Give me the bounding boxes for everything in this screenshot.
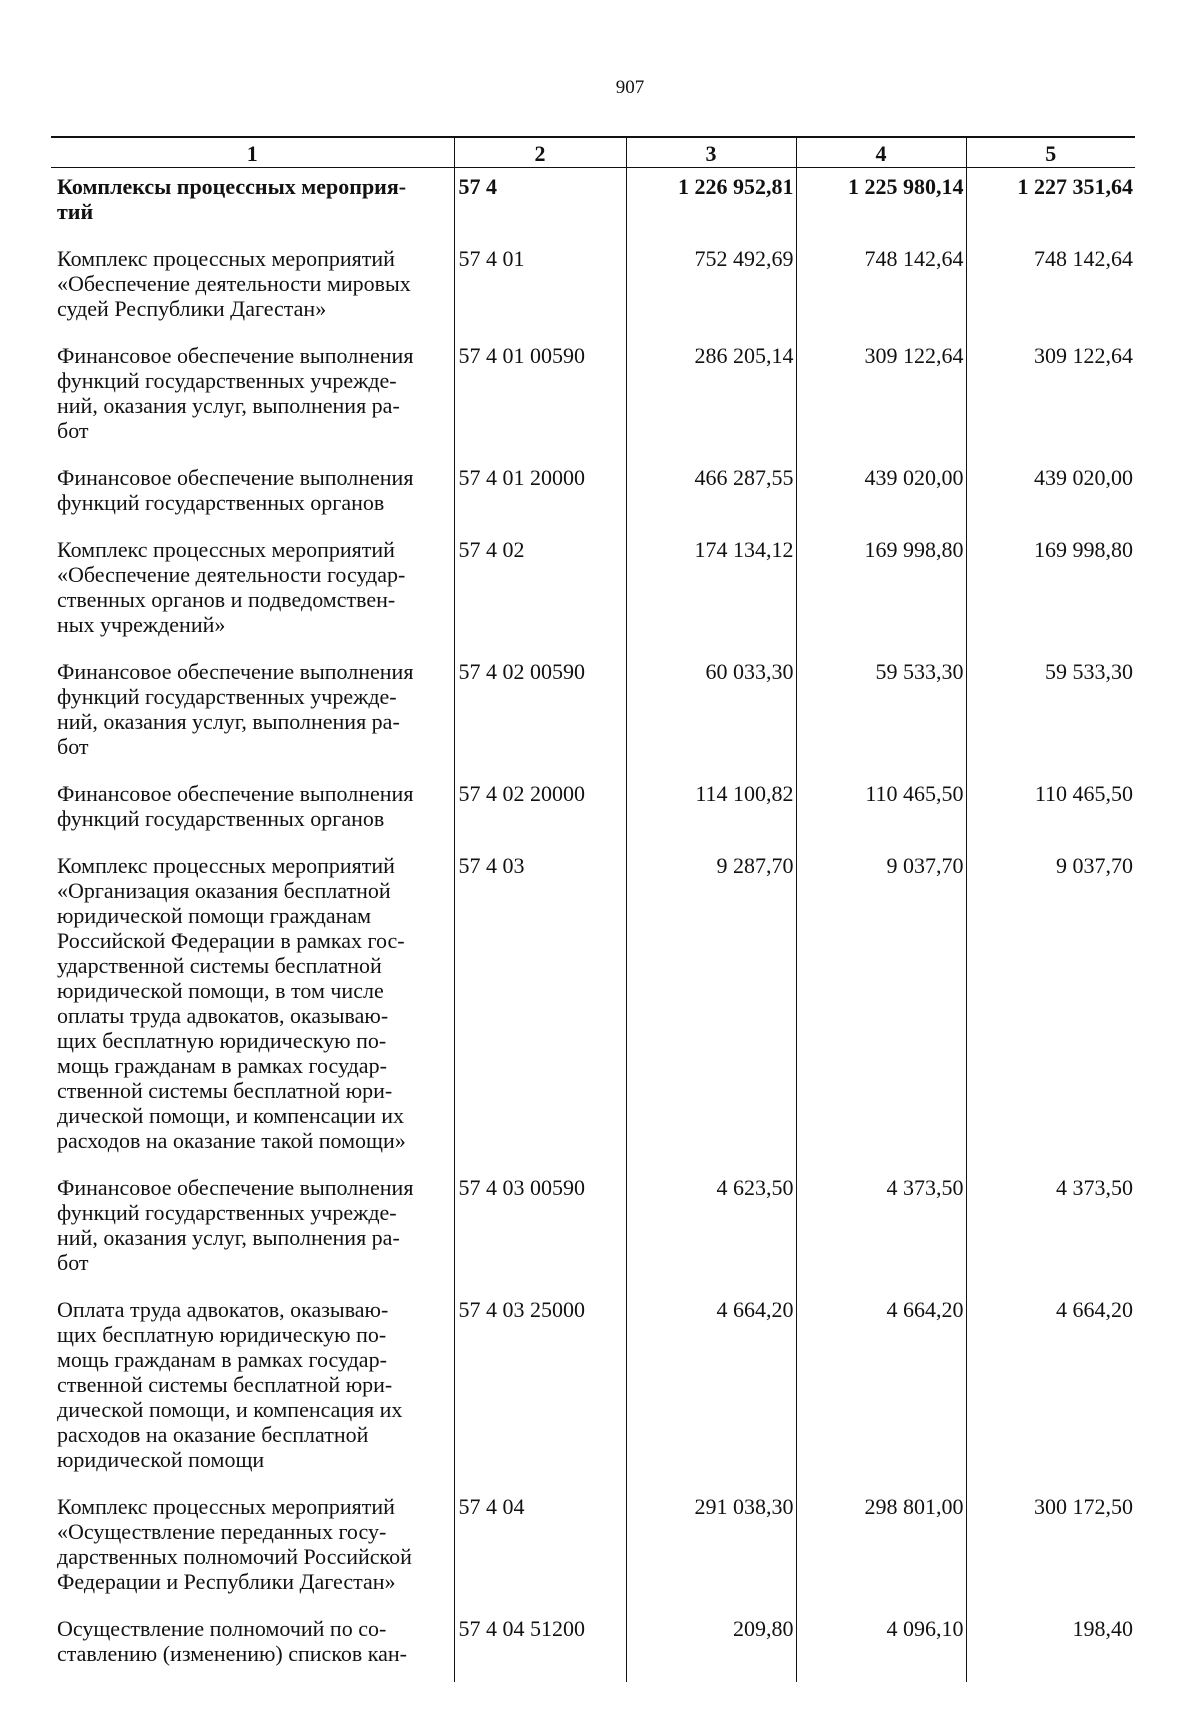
- row-name-cell: Финансовое обеспечение выполнения функций государственных учрежде- ний, оказания услуг, выполнения ра- бот: [57, 343, 414, 443]
- budget-table: [51, 136, 1135, 1682]
- column-header-5: 5: [966, 137, 1135, 168]
- row-name-cell: Финансовое обеспечение выполнения функций государственных органов: [57, 465, 414, 515]
- row-value-col4-cell: 298 801,00: [796, 1488, 966, 1610]
- row-code-cell: 57 4 02 00590: [454, 653, 626, 775]
- table-row: [51, 1488, 1135, 1610]
- row-value-col4-cell: 110 465,50: [796, 775, 966, 847]
- row-value-col4-cell: 4 664,20: [796, 1291, 966, 1488]
- row-value-col5-cell: 198,40: [966, 1610, 1135, 1682]
- row-value-col5-cell: 59 533,30: [966, 653, 1135, 775]
- row-value-col5-cell: 1 227 351,64: [966, 168, 1135, 241]
- column-header-3: 3: [626, 137, 796, 168]
- column-header-1: 1: [51, 137, 454, 168]
- row-value-col5-cell: 309 122,64: [966, 337, 1135, 459]
- page-number: 907: [615, 77, 645, 98]
- row-value-col3-cell: 1 226 952,81: [626, 168, 796, 241]
- table-row: [51, 168, 1135, 241]
- row-value-col4-cell: 59 533,30: [796, 653, 966, 775]
- row-value-col3-cell: 60 033,30: [626, 653, 796, 775]
- row-code-cell: 57 4 02 20000: [454, 775, 626, 847]
- row-code-cell: 57 4 01: [454, 240, 626, 337]
- row-value-col4-cell: 1 225 980,14: [796, 168, 966, 241]
- budget-table-container: [51, 136, 1135, 1682]
- row-value-col5-cell: 9 037,70: [966, 847, 1135, 1169]
- table-row: [51, 337, 1135, 459]
- row-value-col4-cell: 309 122,64: [796, 337, 966, 459]
- row-name-cell: Осуществление полномочий по со- ставлению (изменению) списков кан-: [57, 1616, 408, 1666]
- row-value-col5-cell: 4 664,20: [966, 1291, 1135, 1488]
- row-code-cell: 57 4 03 25000: [454, 1291, 626, 1488]
- row-code-cell: 57 4 02: [454, 531, 626, 653]
- row-value-col3-cell: 9 287,70: [626, 847, 796, 1169]
- row-code-cell: 57 4: [454, 168, 626, 241]
- row-value-col3-cell: 114 100,82: [626, 775, 796, 847]
- table-row: [51, 459, 1135, 531]
- row-value-col5-cell: 4 373,50: [966, 1169, 1135, 1291]
- row-code-cell: 57 4 03 00590: [454, 1169, 626, 1291]
- row-value-col4-cell: 439 020,00: [796, 459, 966, 531]
- table-row: [51, 240, 1135, 337]
- row-code-cell: 57 4 01 20000: [454, 459, 626, 531]
- row-value-col4-cell: 4 373,50: [796, 1169, 966, 1291]
- row-value-col4-cell: 9 037,70: [796, 847, 966, 1169]
- row-name-cell: Оплата труда адвокатов, оказываю- щих бесплатную юридическую по- мощь гражданам в рамках государ- ственной системы бесплатной юри- дической помощи, и компенсация их расходов на оказание бесплатной юридической помощи: [57, 1297, 403, 1472]
- row-value-col5-cell: 169 998,80: [966, 531, 1135, 653]
- table-body: [51, 168, 1135, 1683]
- row-value-col4-cell: 748 142,64: [796, 240, 966, 337]
- column-header-4: 4: [796, 137, 966, 168]
- row-name-cell: Комплекс процессных мероприятий «Организация оказания бесплатной юридической помощи гражданам Российской Федерации в рамках гос- ударственной системы бесплатной юридической помощи, в том числе оплаты труда адвокатов, оказываю- щих бесплатную юридическую по- мощь гражданам в рамках государ- ственной системы бесплатной юри- дической помощи, и компенсации их расходов на оказание такой помощи»: [57, 853, 406, 1153]
- table-row: [51, 1291, 1135, 1488]
- row-name-cell: Комплекс процессных мероприятий «Обеспечение деятельности государ- ственных органов и подведомствен- ных учреждений»: [57, 537, 406, 637]
- row-name-cell: Комплексы процессных мероприя- тий: [57, 174, 407, 224]
- row-value-col3-cell: 291 038,30: [626, 1488, 796, 1610]
- row-code-cell: 57 4 03: [454, 847, 626, 1169]
- row-value-col3-cell: 209,80: [626, 1610, 796, 1682]
- row-value-col3-cell: 4 664,20: [626, 1291, 796, 1488]
- row-value-col3-cell: 174 134,12: [626, 531, 796, 653]
- row-value-col4-cell: 4 096,10: [796, 1610, 966, 1682]
- row-value-col3-cell: 286 205,14: [626, 337, 796, 459]
- table-row: [51, 1169, 1135, 1291]
- row-name-cell: Финансовое обеспечение выполнения функций государственных учрежде- ний, оказания услуг, выполнения ра- бот: [57, 1175, 414, 1275]
- row-value-col4-cell: 169 998,80: [796, 531, 966, 653]
- table-row: [51, 653, 1135, 775]
- table-header-row: [51, 137, 1135, 168]
- row-value-col5-cell: 439 020,00: [966, 459, 1135, 531]
- row-value-col3-cell: 466 287,55: [626, 459, 796, 531]
- row-name-cell: Финансовое обеспечение выполнения функций государственных органов: [57, 781, 414, 831]
- row-name-cell: Комплекс процессных мероприятий «Осуществление переданных госу- дарственных полномочий Российской Федерации и Республики Дагестан»: [57, 1494, 412, 1594]
- row-name-cell: Финансовое обеспечение выполнения функций государственных учрежде- ний, оказания услуг, выполнения ра- бот: [57, 659, 414, 759]
- row-code-cell: 57 4 04 51200: [454, 1610, 626, 1682]
- table-row: [51, 1610, 1135, 1682]
- column-header-2: 2: [454, 137, 626, 168]
- table-row: [51, 775, 1135, 847]
- row-value-col5-cell: 748 142,64: [966, 240, 1135, 337]
- row-value-col5-cell: 300 172,50: [966, 1488, 1135, 1610]
- row-name-cell: Комплекс процессных мероприятий «Обеспечение деятельности мировых судей Республики Дагестан»: [57, 246, 411, 321]
- row-value-col5-cell: 110 465,50: [966, 775, 1135, 847]
- row-code-cell: 57 4 04: [454, 1488, 626, 1610]
- table-row: [51, 531, 1135, 653]
- table-row: [51, 847, 1135, 1169]
- row-value-col3-cell: 752 492,69: [626, 240, 796, 337]
- row-value-col3-cell: 4 623,50: [626, 1169, 796, 1291]
- row-code-cell: 57 4 01 00590: [454, 337, 626, 459]
